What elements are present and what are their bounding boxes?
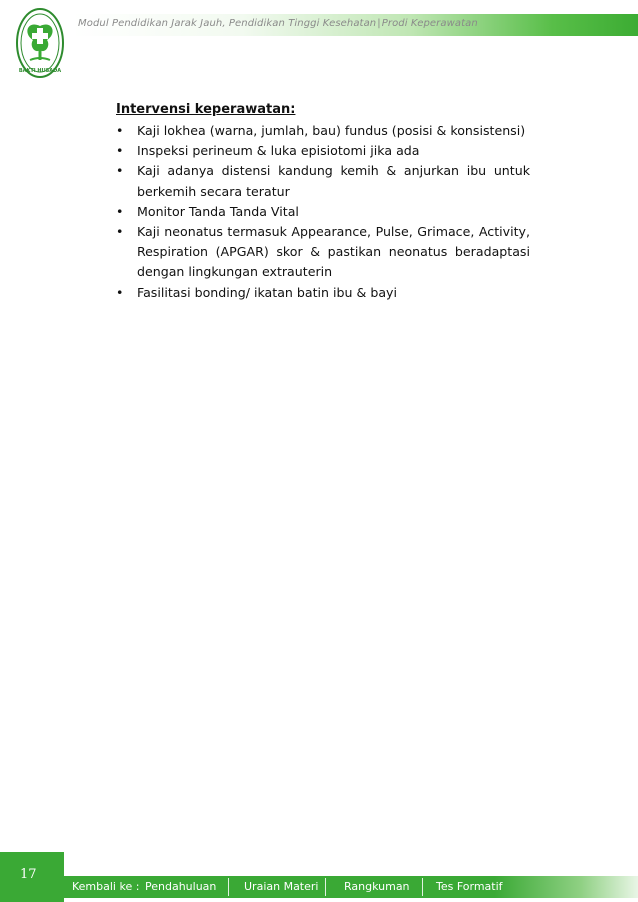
intervention-list <box>116 121 530 303</box>
nav-link-uraian-materi[interactable]: Uraian Materi <box>244 880 319 893</box>
header-text <box>78 18 478 29</box>
list-item-text: Monitor Tanda Tanda Vital <box>137 203 299 219</box>
nav-link-tes-formatif[interactable]: Tes Formatif <box>436 880 503 893</box>
bakti-husada-logo <box>15 6 65 80</box>
list-item <box>116 121 530 141</box>
list-item-text: Inspeksi perineum & luka episiotomi jika ada <box>137 143 420 159</box>
back-label: Kembali ke : <box>72 880 140 893</box>
list-item-text: Kaji neonatus termasuk Appearance, Pulse, Grimace, Activity, Respiration (APGAR) skor & pastikan neonatus beradaptasi dengan lingkungan extrauterin <box>137 224 530 280</box>
list-item <box>116 141 530 161</box>
list-item-text: Kaji lokhea (warna, jumlah, bau) fundus (posisi & konsistensi) <box>137 123 526 138</box>
module-title: Modul Pendidikan Jarak Jauh, Pendidikan Tinggi Kesehatan <box>78 18 377 29</box>
bullet-icon: • <box>116 224 124 240</box>
bullet-icon: • <box>116 203 124 219</box>
bullet-icon: • <box>116 284 124 300</box>
list-item <box>116 283 530 303</box>
header-separator: | <box>377 18 381 29</box>
bullet-icon: • <box>116 123 124 138</box>
list-item <box>116 202 530 222</box>
list-item-text: Kaji adanya distensi kandung kemih & anjurkan ibu untuk berkemih secara teratur <box>137 163 530 199</box>
logo-text: BAKTI HUSADA <box>18 68 62 74</box>
program-name: Prodi Keperawatan <box>381 18 478 29</box>
bullet-icon: • <box>116 143 124 159</box>
nav-link-pendahuluan[interactable]: Pendahuluan <box>145 880 217 893</box>
section-title: Intervensi keperawatan: <box>116 102 296 117</box>
nav-divider <box>325 878 326 896</box>
main-content <box>116 102 530 303</box>
list-item <box>116 222 530 283</box>
list-item <box>116 161 530 201</box>
list-item-text: Fasilitasi bonding/ ikatan batin ibu & bayi <box>137 284 398 300</box>
bullet-icon: • <box>116 163 124 179</box>
nav-divider <box>228 878 229 896</box>
nav-divider <box>422 878 423 896</box>
page-number: 17 <box>20 867 37 882</box>
nav-link-rangkuman[interactable]: Rangkuman <box>344 880 410 893</box>
